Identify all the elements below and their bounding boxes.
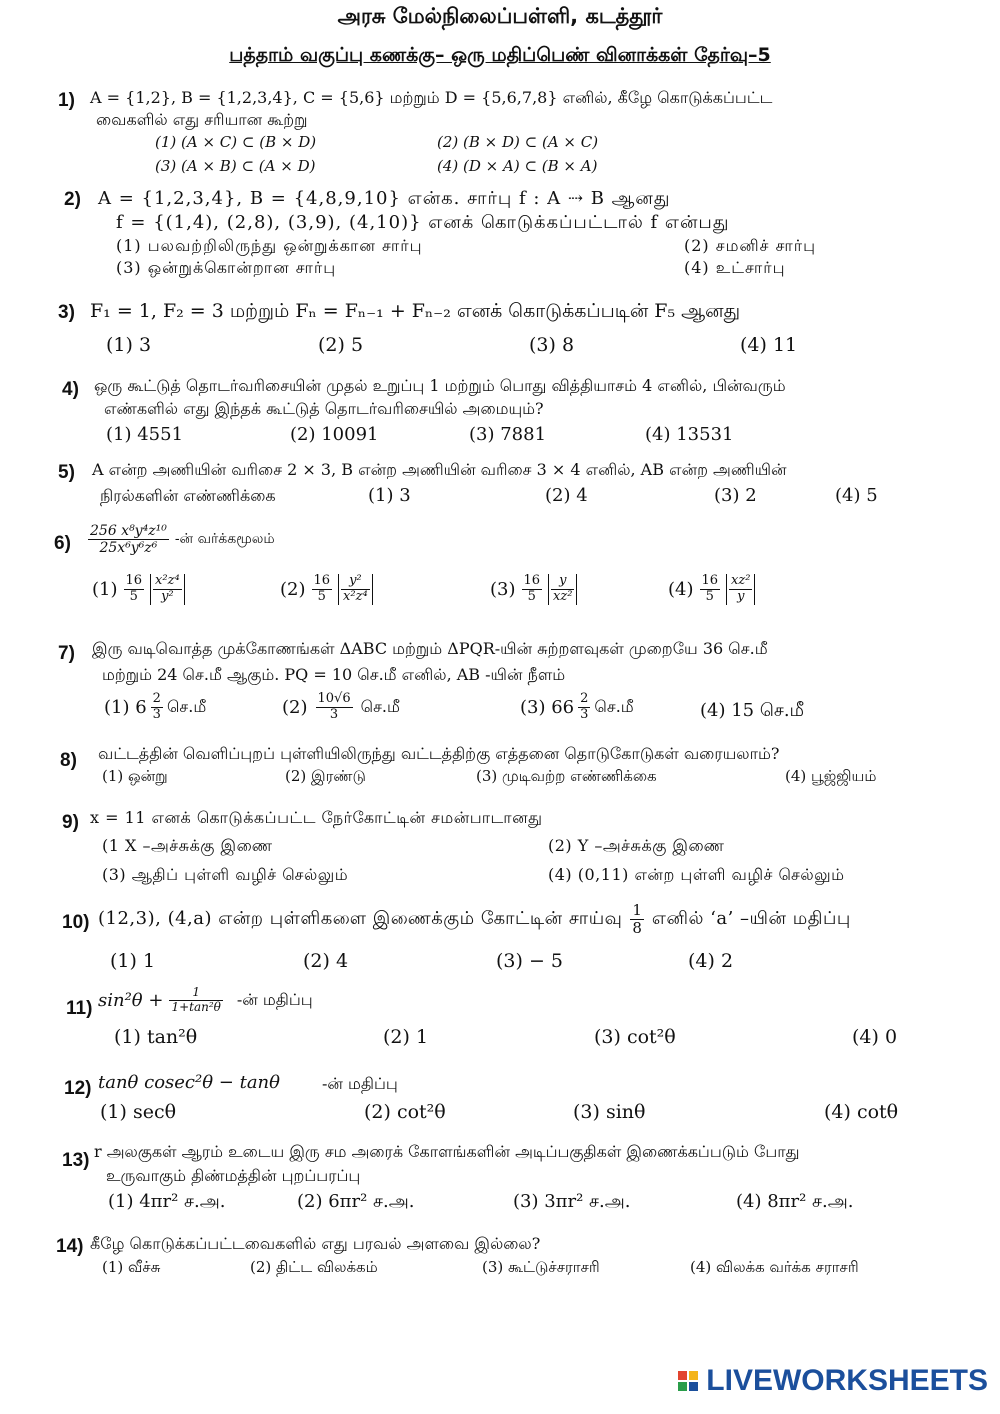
question-text: கீழே கொடுக்கப்பட்டவைகளில் எது பரவல் அளவை இல்லை? xyxy=(90,1234,541,1253)
option-4[interactable] xyxy=(700,700,804,723)
logo-square-icon xyxy=(678,1382,687,1391)
option-label: (1) 6 xyxy=(104,696,147,718)
option-3[interactable]: (3) ஆதிப் புள்ளி வழிச் செல்லும் xyxy=(102,865,349,884)
fraction-denominator: 1+tan²θ xyxy=(171,999,221,1014)
question-text: வைகளில் எது சரியான கூற்று xyxy=(96,110,308,129)
school-name: அரசு மேல்நிலைப்பள்ளி, கடத்தூர் xyxy=(337,4,663,28)
question-suffix: -ன் வர்க்கமூலம் xyxy=(174,530,275,547)
unit-label: செ.மீ xyxy=(594,696,634,716)
question-text: நிரல்களின் எண்ணிக்கை xyxy=(100,486,276,505)
absolute-value xyxy=(548,574,577,605)
fraction-numerator: 2 xyxy=(580,691,589,706)
option-3[interactable]: (3) ஒன்றுக்கொன்றான சார்பு xyxy=(116,258,337,277)
option-4[interactable] xyxy=(668,574,755,605)
fraction-denominator: 3 xyxy=(580,706,589,722)
fraction-denominator: xz² xyxy=(553,588,573,604)
option-3[interactable]: (3) 8 xyxy=(529,334,575,356)
coefficient-fraction xyxy=(522,574,543,605)
logo-square-icon xyxy=(678,1371,687,1380)
option-3[interactable]: (3) cot²θ xyxy=(594,1026,676,1048)
absolute-value xyxy=(726,574,755,605)
option-3[interactable] xyxy=(490,574,577,605)
question-text xyxy=(88,523,275,556)
coefficient-fraction xyxy=(124,574,145,605)
question-text-part: sin²θ + xyxy=(98,989,164,1011)
fraction-denominator: 25x⁶y⁶z⁶ xyxy=(99,540,158,557)
option-4[interactable]: (4) 0 xyxy=(852,1026,898,1048)
expression-fraction xyxy=(169,986,222,1015)
option-4[interactable]: (4) 2 xyxy=(688,950,734,972)
fraction-numerator: x²z⁴ xyxy=(155,573,180,588)
expression-fraction xyxy=(88,523,169,556)
option-label: (1) xyxy=(92,578,118,600)
option-1[interactable]: (1 X –அச்சுக்கு இணை xyxy=(102,836,273,855)
fraction-numerator: 1 xyxy=(632,901,642,919)
coefficient-fraction xyxy=(700,574,721,605)
option-3[interactable]: (3) 3πr² ச.அ. xyxy=(513,1191,631,1212)
option-1[interactable]: (1) 3 xyxy=(368,485,411,506)
question-text xyxy=(98,902,851,938)
question-number: 14) xyxy=(56,1236,84,1257)
question-text: f = {(1,4), (2,8), (3,9), (4,10)} எனக் கொடுக்கப்பட்டால் f என்பது xyxy=(116,212,730,233)
question-text xyxy=(98,986,313,1015)
inner-fraction xyxy=(153,574,182,605)
option-2[interactable]: (2) 1 xyxy=(383,1026,429,1048)
question-text: ஒரு கூட்டுத் தொடர்வரிசையின் முதல் உறுப்பு 1 மற்றும் பொது வித்தியாசம் 4 எனில், பின்வரும் xyxy=(94,376,786,395)
unit-label: செ.மீ xyxy=(166,696,207,716)
option-2[interactable]: (2) திட்ட விலக்கம் xyxy=(250,1258,378,1276)
fraction-denominator: 3 xyxy=(329,706,339,722)
option-1[interactable]: (1) பலவற்றிலிருந்து ஒன்றுக்கான சார்பு xyxy=(116,236,423,255)
question-number: 9) xyxy=(62,812,79,833)
option-1[interactable]: (1) ஒன்று xyxy=(102,767,168,785)
option-3[interactable]: (3) 7881 xyxy=(469,424,547,445)
coefficient-fraction xyxy=(312,574,333,605)
mixed-fraction xyxy=(151,692,163,723)
question-number: 2) xyxy=(64,189,81,210)
option-1[interactable]: (1) (A × C) ⊂ (B × D) xyxy=(155,133,317,151)
option-4[interactable]: (4) பூஜ்ஜியம் xyxy=(785,767,877,785)
question-text: A = {1,2,3,4}, B = {4,8,9,10} என்க. சார்பு f : A ⇢ B ஆனது xyxy=(98,188,671,209)
option-label: (2) xyxy=(282,696,308,718)
option-4[interactable]: (4) 13531 xyxy=(645,424,734,445)
fraction-numerator: 16 xyxy=(701,573,719,588)
fraction-denominator: 3 xyxy=(152,706,161,722)
fraction-denominator: 5 xyxy=(705,588,714,604)
option-1[interactable] xyxy=(92,574,185,605)
question-number: 12) xyxy=(64,1078,92,1099)
option-label: (4) 15 செ.மீ xyxy=(700,700,805,721)
fraction-denominator: x²z⁴ xyxy=(343,588,368,604)
question-text: வட்டத்தின் வெளிப்புறப் புள்ளியிலிருந்து வட்டத்திற்கு எத்தனை தொடுகோடுகள் வரையலாம்? xyxy=(98,744,780,763)
question-text: மற்றும் 24 செ.மீ ஆகும். PQ = 10 செ.மீ எனில், AB -யின் நீளம் xyxy=(102,665,566,684)
question-text: F₁ = 1, F₂ = 3 மற்றும் Fₙ = Fₙ₋₁ + Fₙ₋₂ எனக் கொடுக்கப்படின் F₅ ஆனது xyxy=(90,300,741,322)
fraction-numerator: 16 xyxy=(125,573,143,588)
absolute-value xyxy=(338,574,373,605)
option-3[interactable]: (3) கூட்டுச்சராசரி xyxy=(482,1258,600,1276)
option-4[interactable]: (4) (D × A) ⊂ (B × A) xyxy=(437,157,598,175)
option-4[interactable]: (4) விலக்க வர்க்க சராசரி xyxy=(690,1258,859,1276)
option-label: (4) xyxy=(668,578,694,600)
question-number: 10) xyxy=(62,912,90,933)
question-number: 1) xyxy=(58,90,75,111)
option-label: (3) 66 xyxy=(520,696,575,718)
inner-fraction xyxy=(551,574,574,605)
question-number: 7) xyxy=(58,643,75,664)
question-text: இரு வடிவொத்த முக்கோணங்கள் ΔABC மற்றும் ΔPQR-யின் சுற்றளவுகள் முறையே 36 செ.மீ xyxy=(92,639,768,658)
option-1[interactable]: (1) வீச்சு xyxy=(102,1258,161,1276)
question-text: r அலகுகள் ஆரம் உடைய இரு சம அரைக் கோளங்களின் அடிப்பகுதிகள் இணைக்கப்படும் போது xyxy=(94,1142,800,1161)
option-4[interactable]: (4) 8πr² ச.அ. xyxy=(736,1191,854,1212)
fraction-numerator: y² xyxy=(341,574,370,590)
option-1[interactable]: (1) 4551 xyxy=(106,424,184,445)
question-number: 11) xyxy=(66,998,93,1019)
option-3[interactable]: (3) (A × B) ⊂ (A × D) xyxy=(155,157,316,175)
question-text: எண்களில் எது இந்தக் கூட்டுத் தொடர்வரிசையில் அமையும்? xyxy=(104,399,544,418)
option-3[interactable] xyxy=(520,692,634,723)
fraction-numerator: 256 x⁸y⁴z¹⁰ xyxy=(90,523,167,539)
option-2[interactable]: (2) 4 xyxy=(545,485,588,506)
slope-fraction xyxy=(630,902,644,938)
question-text: உருவாகும் திண்மத்தின் புறப்பரப்பு xyxy=(106,1166,361,1185)
option-4[interactable]: (4) (0,11) என்ற புள்ளி வழிச் செல்லும் xyxy=(548,865,845,884)
option-2[interactable]: (2) 5 xyxy=(318,334,364,356)
option-1[interactable]: (1) secθ xyxy=(100,1101,177,1123)
option-2[interactable]: (2) cot²θ xyxy=(364,1101,446,1123)
fraction-numerator: 16 xyxy=(523,573,541,588)
fraction-numerator: y xyxy=(551,574,574,590)
logo-mark-icon xyxy=(678,1371,698,1391)
option-1[interactable]: (1) 1 xyxy=(110,950,156,972)
question-text: A = {1,2}, B = {1,2,3,4}, C = {5,6} மற்றும் D = {5,6,7,8} எனில், கீழே கொடுக்கப்பட்ட xyxy=(90,88,773,107)
option-2[interactable]: (2) 4 xyxy=(303,950,349,972)
question-suffix: -ன் மதிப்பு xyxy=(236,989,313,1009)
fraction xyxy=(316,692,353,723)
fraction-numerator: 16 xyxy=(313,573,331,588)
question-number: 3) xyxy=(58,302,75,323)
option-3[interactable]: (3) − 5 xyxy=(496,950,564,972)
option-4[interactable]: (4) cotθ xyxy=(824,1101,899,1123)
logo-square-icon xyxy=(689,1371,698,1380)
unit-label: செ.மீ xyxy=(360,696,400,716)
option-4[interactable]: (4) உட்சார்பு xyxy=(684,258,786,277)
fraction-denominator: 5 xyxy=(129,588,138,604)
option-4[interactable]: (4) 5 xyxy=(835,485,878,506)
question-suffix: -ன் மதிப்பு xyxy=(322,1074,398,1093)
option-1[interactable]: (1) 3 xyxy=(106,334,152,356)
question-text-part: (12,3), (4,a) என்ற புள்ளிகளை இணைக்கும் கோட்டின் சாய்வு xyxy=(98,908,623,930)
question-number: 8) xyxy=(60,750,77,771)
absolute-value xyxy=(150,574,185,605)
option-2[interactable] xyxy=(282,692,400,723)
fraction-denominator: y² xyxy=(161,588,174,604)
option-3[interactable]: (3) 2 xyxy=(714,485,757,506)
option-2[interactable]: (2) இரண்டு xyxy=(285,767,366,785)
question-number: 5) xyxy=(58,462,75,483)
page-title: பத்தாம் வகுப்பு கணக்கு– ஒரு மதிப்பெண் வினாக்கள் தேர்வு–5 xyxy=(229,44,771,66)
fraction-numerator: xz² xyxy=(731,573,751,588)
option-2[interactable] xyxy=(280,574,373,605)
option-3[interactable]: (3) முடிவற்ற எண்ணிக்கை xyxy=(476,767,657,785)
fraction-denominator: 5 xyxy=(527,588,536,604)
liveworksheets-logo[interactable] xyxy=(678,1364,988,1398)
option-3[interactable]: (3) sinθ xyxy=(573,1101,646,1123)
question-text-part: எனில் ‘a’ –யின் மதிப்பு xyxy=(651,908,851,930)
fraction-denominator: y xyxy=(737,588,745,604)
option-label: (3) xyxy=(490,578,516,600)
option-2[interactable]: (2) சமனிச் சார்பு xyxy=(684,236,817,255)
question-text: x = 11 எனக் கொடுக்கப்பட்ட நேர்கோட்டின் சமன்பாடானது xyxy=(90,808,543,827)
option-1[interactable]: (1) tan²θ xyxy=(114,1026,198,1048)
option-2[interactable]: (2) 6πr² ச.அ. xyxy=(297,1191,415,1212)
fraction-denominator: 5 xyxy=(317,588,326,604)
question-text: A என்ற அணியின் வரிசை 2 × 3, B என்ற அணியின் வரிசை 3 × 4 எனில், AB என்ற அணியின் xyxy=(92,460,787,479)
logo-text: LIVEWORKSHEETS xyxy=(706,1364,988,1397)
fraction-numerator: 2 xyxy=(152,691,161,706)
question-text: tanθ cosec²θ − tanθ xyxy=(98,1072,280,1093)
fraction-denominator: 8 xyxy=(632,919,642,938)
fraction-numerator: 1 xyxy=(169,986,222,1001)
option-2[interactable]: (2) Y –அச்சுக்கு இணை xyxy=(548,836,725,855)
inner-fraction xyxy=(729,574,752,605)
option-label: (2) xyxy=(280,578,306,600)
question-number: 6) xyxy=(54,533,71,554)
mixed-fraction xyxy=(578,692,590,723)
inner-fraction xyxy=(341,574,370,605)
option-1[interactable] xyxy=(104,692,206,723)
logo-square-icon xyxy=(689,1382,698,1391)
option-2[interactable]: (2) 10091 xyxy=(290,424,379,445)
fraction-numerator: 10√6 xyxy=(317,691,351,706)
option-4[interactable]: (4) 11 xyxy=(740,334,798,356)
option-1[interactable]: (1) 4πr² ச.அ. xyxy=(108,1191,226,1212)
option-2[interactable]: (2) (B × D) ⊂ (A × C) xyxy=(437,133,599,151)
question-number: 13) xyxy=(62,1150,90,1171)
question-number: 4) xyxy=(62,379,79,400)
